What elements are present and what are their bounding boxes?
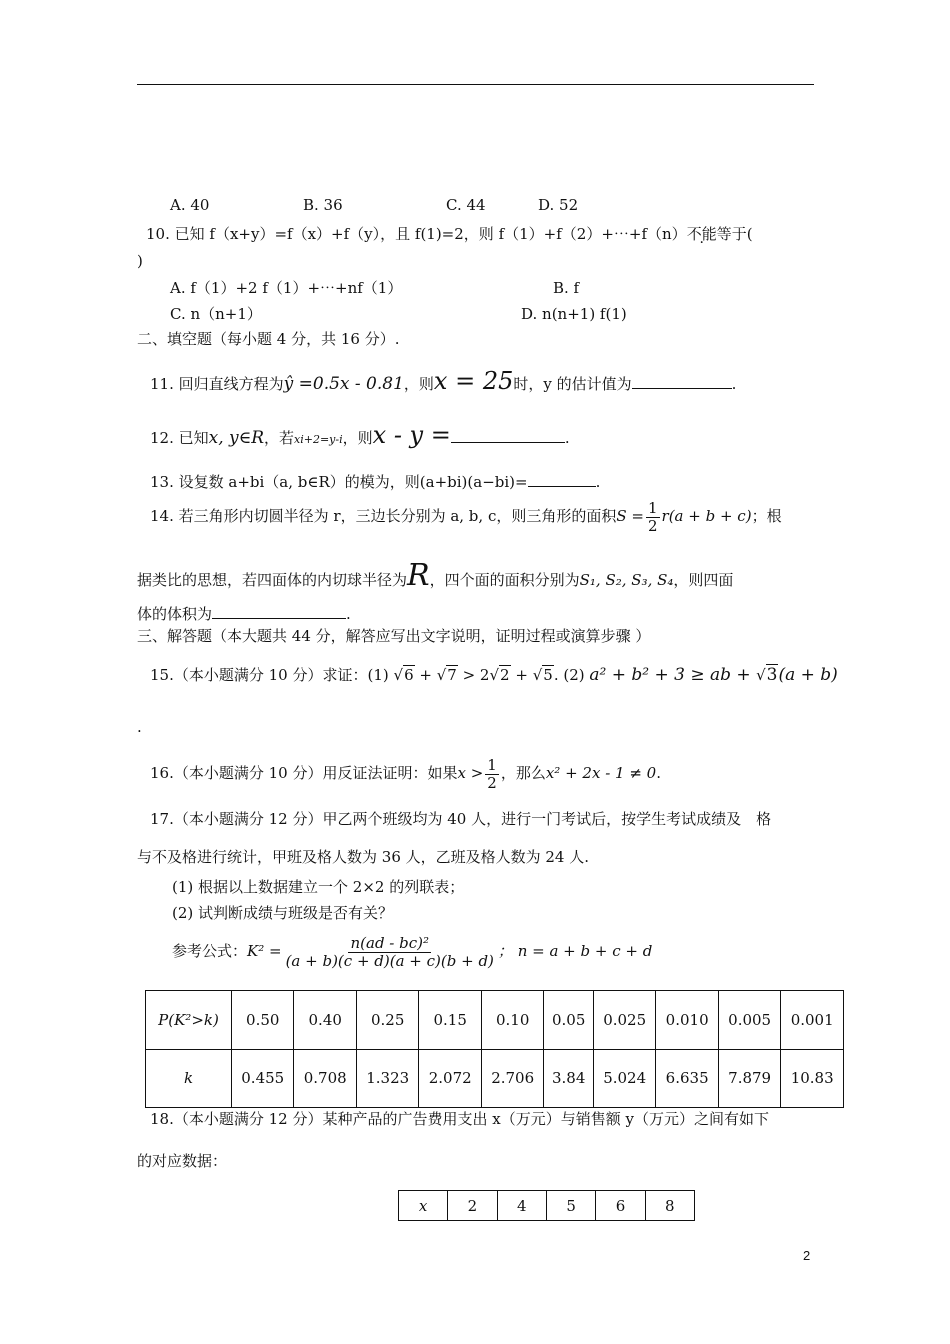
table-cell: 0.25 (356, 991, 418, 1050)
q9-option-c: C. 44 (446, 196, 486, 214)
question-15: 15.（本小题满分 10 分）求证：(1) √6 + √7 > 2√2 + √5. (2) a² + b² + 3 ≥ ab + √3(a + b) (150, 665, 838, 685)
question-14-line-2: 据类比的思想，若四面体的内切球半径为R，四个面的面积分别为S₁, S₂, S₃, S₄，则四面 (137, 558, 734, 593)
q9-option-d: D. 52 (538, 196, 579, 214)
q9-option-b: B. 36 (303, 196, 343, 214)
question-13: 13. 设复数 a+bi（a, b∈R）的模为，则(a+bi)(a−bi)= . (150, 470, 600, 491)
question-17-line-2: 与不及格进行统计，甲班及格人数为 36 人，乙班及格人数为 24 人. (137, 848, 590, 866)
table-cell: 0.010 (656, 991, 718, 1050)
critical-value-table (145, 990, 844, 1108)
reference-formula: 参考公式：K² = $\frac{\text{n(ad - bc)²}}{(a + b)(c + d)(a + c)(b + d)}$ ； n = a + b + c + d (172, 934, 653, 970)
fraction-half: $\frac{1}{2}$ (487, 756, 497, 792)
x-minus-y: x - y = (372, 421, 451, 449)
table-cell: 2 (448, 1191, 497, 1221)
answer-blank-14[interactable] (212, 602, 346, 619)
question-15-period: . (137, 718, 142, 736)
question-17-line-1: 17.（本小题满分 12 分）甲乙两个班级均为 40 人，进行一门考试后，按学生考试成绩及 格 (150, 810, 772, 828)
fraction-half: $\frac{1}{2}$ (647, 499, 658, 535)
q10-option-c: C. n（n+1） (170, 305, 262, 323)
table-cell: 7.879 (718, 1049, 780, 1108)
table-cell: 1.323 (356, 1049, 418, 1108)
regression-equation: ŷ =0.5x - 0.81 (283, 374, 404, 394)
table-cell: 3.84 (544, 1049, 594, 1108)
question-14-line-3: 体的体积为 . (137, 602, 351, 623)
emphasis-not: 不能 (686, 225, 717, 243)
table-cell: 5.024 (593, 1049, 655, 1108)
table-header: x (399, 1191, 448, 1221)
table-cell: 8 (645, 1191, 694, 1221)
table-cell: 0.50 (232, 991, 294, 1050)
table-cell: 2.706 (481, 1049, 543, 1108)
page-number: 2 (803, 1248, 811, 1263)
table-cell: 5 (546, 1191, 595, 1221)
question-17-part-1: (1) 根据以上数据建立一个 2×2 的列联表； (172, 878, 465, 896)
complex-condition: xi+2=y-i (294, 433, 343, 446)
table-cell: 0.40 (294, 991, 356, 1050)
table-row (399, 1191, 695, 1221)
answer-blank-11[interactable] (632, 372, 732, 389)
table-header: P(K²>k) (146, 991, 232, 1050)
xy-in-r: x, y∈R (208, 428, 265, 448)
table-cell: 6 (596, 1191, 645, 1221)
question-10-close: ) (137, 252, 143, 270)
table-cell: 0.025 (593, 991, 655, 1050)
table-cell: 0.05 (544, 991, 594, 1050)
table-cell: 2.072 (419, 1049, 481, 1108)
table-cell: 4 (497, 1191, 546, 1221)
question-12: 12. 已知x, y∈R，若xi+2=y-i，则x - y = . (150, 421, 570, 449)
table-row (146, 991, 844, 1050)
table-cell: 0.455 (232, 1049, 294, 1108)
question-10-stem: 10. 已知 f（x+y）=f（x）+f（y），且 f(1)=2，则 f（1）+f（2）+⋯+f（n）不能等于( (146, 225, 753, 243)
section-2-heading: 二、填空题（每小题 4 分，共 16 分）. (137, 330, 400, 348)
question-11: 11. 回归直线方程为ŷ =0.5x - 0.81，则x = 25时，y 的估计值为 . (150, 367, 737, 395)
answer-blank-12[interactable] (451, 426, 565, 443)
x-equals-25: x = 25 (433, 367, 514, 395)
table-cell: 0.005 (718, 991, 780, 1050)
section-3-heading: 三、解答题（本大题共 44 分，解答应写出文字说明，证明过程或演算步骤 ） (137, 627, 651, 645)
header-rule (137, 84, 814, 85)
q9-option-a: A. 40 (170, 196, 210, 214)
question-18-line-2: 的对应数据： (137, 1152, 228, 1170)
table-cell: 0.15 (419, 991, 481, 1050)
q10-option-b: B. f (553, 279, 580, 297)
table-cell: 6.635 (656, 1049, 718, 1108)
q10-option-d: D. n(n+1) f(1) (521, 305, 627, 323)
table-cell: 0.708 (294, 1049, 356, 1108)
q10-option-a: A. f（1）+2 f（1）+⋯+nf（1） (170, 279, 403, 297)
ad-sales-table (398, 1190, 695, 1221)
question-17-part-2: (2) 试判断成绩与班级是否有关？ (172, 904, 394, 922)
question-14-line-1: 14. 若三角形内切圆半径为 r，三边长分别为 a, b, c，则三角形的面积S = $\frac{1}{2}$ r(a + b + c)；根 (150, 499, 782, 535)
question-16: 16.（本小题满分 10 分）用反证法证明：如果x > $\frac{1}{2}$ ，那么x² + 2x - 1 ≠ 0. (150, 756, 662, 792)
table-cell: 10.83 (781, 1049, 844, 1108)
table-cell: 0.001 (781, 991, 844, 1050)
chi-square-fraction: $\frac{\text{n(ad - bc)²}}{(a + b)(c + d)(a + c)(b + d)}$ (285, 934, 494, 970)
table-cell: 0.10 (481, 991, 543, 1050)
answer-blank-13[interactable] (528, 470, 596, 487)
question-18-line-1: 18.（本小题满分 12 分）某种产品的广告费用支出 x（万元）与销售额 y（万元）之间有如下 (150, 1110, 769, 1128)
table-header: k (146, 1049, 232, 1108)
table-row (146, 1049, 844, 1108)
